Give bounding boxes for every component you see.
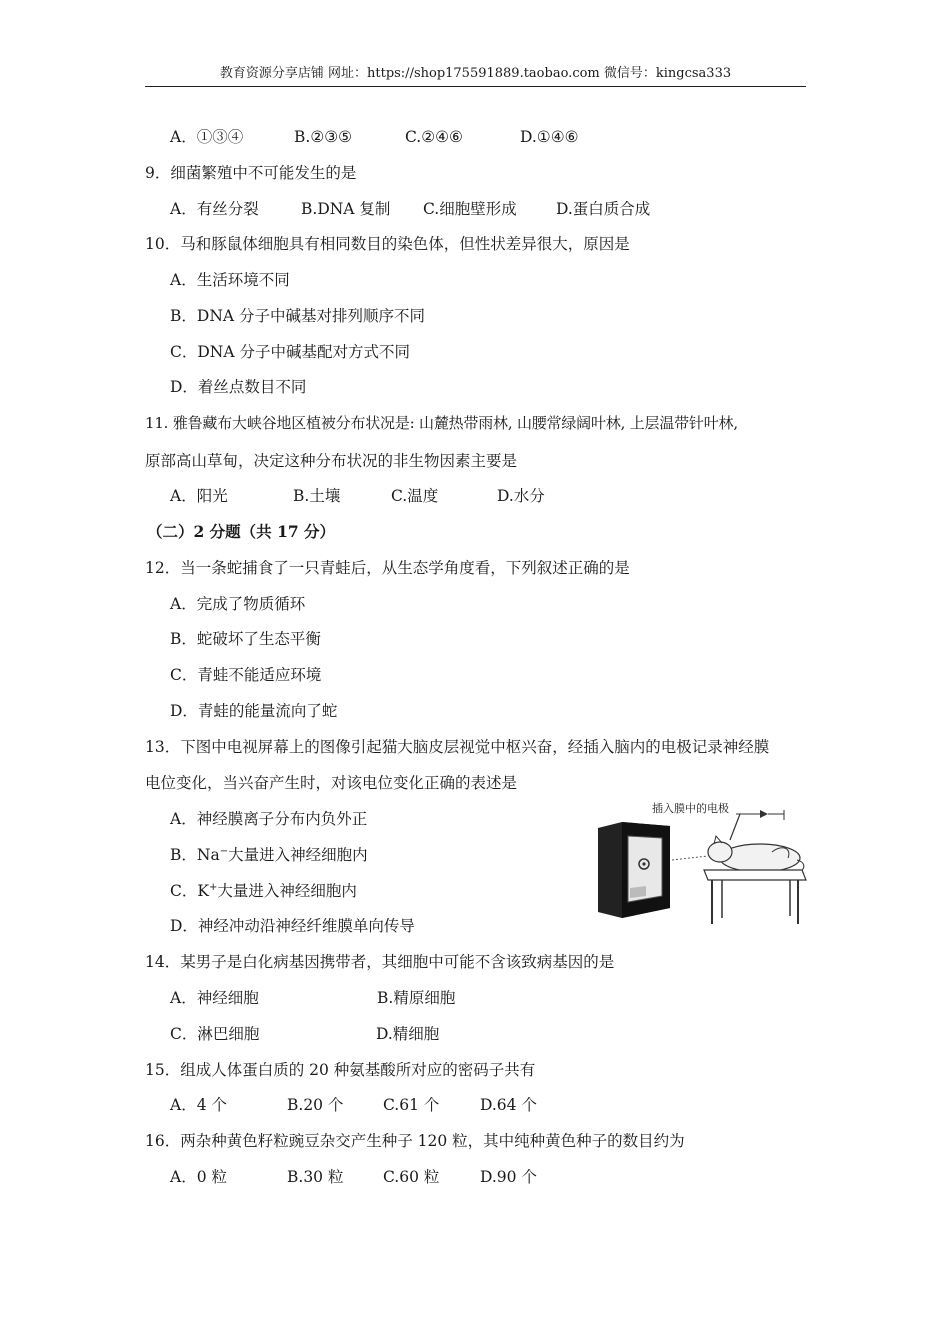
q16-options <box>170 1165 537 1189</box>
q11-stem-line2: 原部高山草甸，决定这种分布状况的非生物因素主要是 <box>145 452 518 470</box>
q13-option-a: A．神经膜离子分布内负外正 <box>170 810 368 828</box>
q11-options <box>170 484 545 508</box>
q10-option-d: D．着丝点数目不同 <box>170 378 307 396</box>
q15-option-d: D.64 个 <box>480 1096 537 1114</box>
q11-option-c: C.温度 <box>391 487 439 505</box>
q14-option-d: D.精细胞 <box>376 1025 440 1043</box>
q13-stem-line2: 电位变化，当兴奋产生时，对该电位变化正确的表述是 <box>145 774 518 792</box>
q9-option-b: B.DNA 复制 <box>301 200 391 218</box>
q12-option-c: C．青蛙不能适应环境 <box>170 666 322 684</box>
q10-option-b: B．DNA 分子中碱基对排列顺序不同 <box>170 307 426 325</box>
q9-option-d: D.蛋白质合成 <box>556 200 651 218</box>
table-icon <box>704 870 806 924</box>
q8-option-d: D.①④⑥ <box>520 128 579 146</box>
q14-options-row2 <box>170 1022 439 1046</box>
q13-stem-line1: 13．下图中电视屏幕上的图像引起猫大脑皮层视觉中枢兴奋，经插入脑内的电极记录神经膜 <box>145 738 770 756</box>
q8-option-a: A．①③④ <box>170 128 244 146</box>
q13-option-b <box>170 843 368 867</box>
q9-option-c: C.细胞壁形成 <box>423 200 517 218</box>
q11-stem-line1: 11. 雅鲁藏布大峡谷地区植被分布状况是: 山麓热带雨林, 山腰常绿阔叶林, 上层温带针叶林, <box>145 414 738 432</box>
q11-option-a: A．阳光 <box>170 487 228 505</box>
q13-option-c-sup: + <box>208 881 218 893</box>
q15-option-a: A．4 个 <box>170 1096 227 1114</box>
q12-option-a: A．完成了物质循环 <box>170 595 306 613</box>
q16-option-d: D.90 个 <box>480 1168 537 1186</box>
q16-stem: 16．两杂种黄色籽粒豌豆杂交产生种子 120 粒，其中纯种黄色种子的数目约为 <box>145 1132 685 1150</box>
q14-stem: 14．某男子是白化病基因携带者，其细胞中可能不含该致病基因的是 <box>145 953 615 971</box>
q15-stem: 15．组成人体蛋白质的 20 种氨基酸所对应的密码子共有 <box>145 1061 536 1079</box>
q12-option-b: B．蛇破坏了生态平衡 <box>170 630 321 648</box>
q10-option-a: A．生活环境不同 <box>170 271 290 289</box>
q13-option-c <box>170 879 357 903</box>
q16-option-a: A．0 粒 <box>170 1168 227 1186</box>
q11-option-d: D.水分 <box>497 487 545 505</box>
section-title: （二）2 分题（共 17 分） <box>147 522 336 541</box>
q13-option-b-pre: B．Na <box>170 846 220 864</box>
q8-options <box>170 125 579 149</box>
q13-option-c-post: 大量进入神经细胞内 <box>217 882 357 900</box>
q8-option-b: B.②③⑤ <box>294 128 353 146</box>
q15-option-c: C.61 个 <box>383 1096 440 1114</box>
figure-label: 插入膜中的电极 <box>652 802 729 815</box>
tv-icon <box>598 822 670 918</box>
q16-option-b: B.30 粒 <box>287 1168 344 1186</box>
q15-options <box>170 1093 537 1117</box>
q8-option-c: C.②④⑥ <box>405 128 463 146</box>
q13-option-d: D．神经冲动沿神经纤维膜单向传导 <box>170 917 415 935</box>
q9-stem: 9．细菌繁殖中不可能发生的是 <box>145 164 357 182</box>
q12-stem: 12．当一条蛇捕食了一只青蛙后，从生态学角度看，下列叙述正确的是 <box>145 559 630 577</box>
q11-option-b: B.土壤 <box>293 487 341 505</box>
page-header: 教育资源分享店铺 网址：https://shop175591889.taobao.com 微信号：kingcsa333 <box>145 64 806 87</box>
cat-icon <box>708 836 804 872</box>
q13-option-b-post: 大量进入神经细胞内 <box>228 846 368 864</box>
q14-option-b: B.精原细胞 <box>377 989 456 1007</box>
q12-option-d: D．青蛙的能量流向了蛇 <box>170 702 338 720</box>
q14-options-row1 <box>170 986 455 1010</box>
q14-option-a: A．神经细胞 <box>170 989 259 1007</box>
q9-option-a: A．有丝分裂 <box>170 200 259 218</box>
q16-option-c: C.60 粒 <box>383 1168 440 1186</box>
q14-option-c: C．淋巴细胞 <box>170 1025 260 1043</box>
tv-cat-electrode-figure <box>592 800 812 928</box>
q10-option-c: C．DNA 分子中碱基配对方式不同 <box>170 343 410 361</box>
q10-stem: 10．马和豚鼠体细胞具有相同数目的染色体，但性状差异很大，原因是 <box>145 235 630 253</box>
q13-option-c-pre: C．K <box>170 882 209 900</box>
q9-options <box>170 197 650 221</box>
q13-option-b-sup: − <box>219 845 229 857</box>
q15-option-b: B.20 个 <box>287 1096 344 1114</box>
